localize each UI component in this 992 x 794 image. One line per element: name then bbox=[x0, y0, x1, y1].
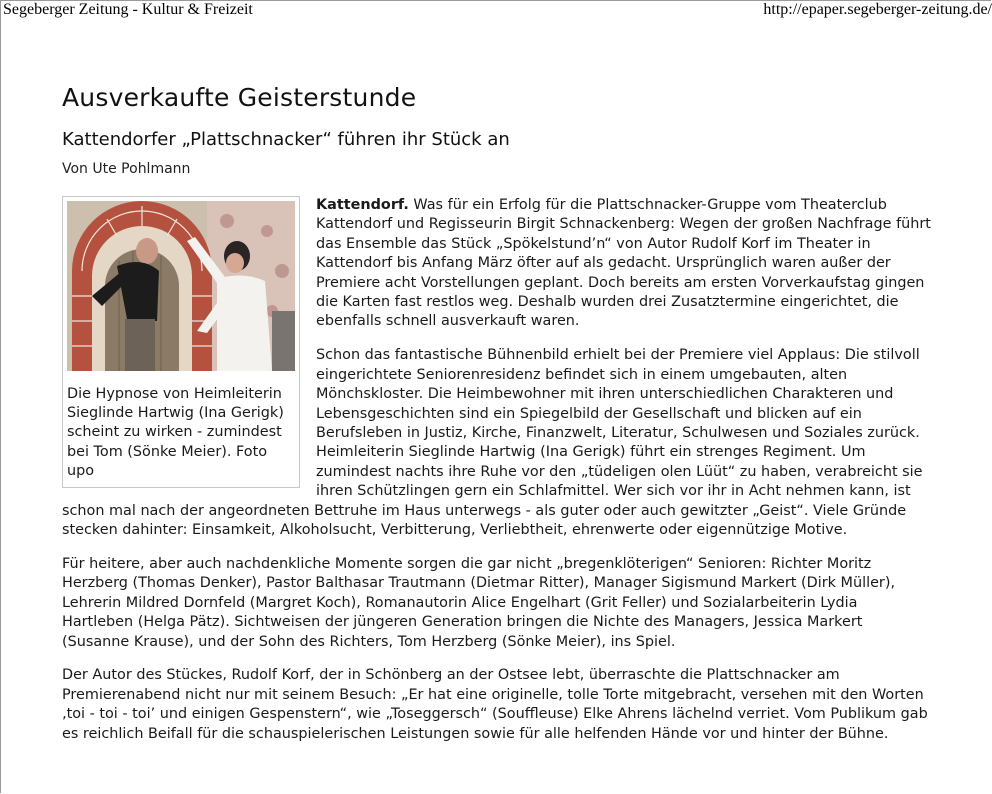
paragraph-1-text: Was für ein Erfolg für die Plattschnacker-Gruppe vom Theaterclub Kattendorf und Regisseurin Birgit Schnackenberg: Wegen der großen Nachfrage führt das Ensemble das Stück „Spökelstund’n“ von Autor Rudolf Korf im Theater in Kattendorf bis Anfang März öfter auf als gedacht. Ursprünglich waren außer der Premiere acht Vorstellungen geplant. Doch bereits am ersten Vorverkaufstag gingen die Karten fast restlos weg. Deshalb wurden drei Zusatztermine eingerichtet, die ebenfalls schnell ausverkauft waren. bbox=[316, 197, 931, 330]
headline: Ausverkaufte Geisterstunde bbox=[62, 83, 417, 112]
paragraph-4: Der Autor des Stückes, Rudolf Korf, der in Schönberg an der Ostsee lebt, überraschte die Plattschnacker am Premierenabend nicht nur mit seinem Besuch: „Er hat eine originelle, tolle Torte mitgebracht, versehen mit den Worten ‚toi - toi - toi’ und einigen Gespenstern“, wie „Toseggersch“ (Souffleuse) Elke Ahrens lächelnd verriet. Vom Publikum gab es reichlich Beifall für die schauspielerischen Leistungen sowie für alle helfenden Hände vor und hinter der Bühne. bbox=[62, 667, 928, 742]
paragraph-3: Für heitere, aber auch nachdenkliche Momente sorgen die gar nicht „bregenklöterigen“ Senioren: Richter Moritz Herzberg (Thomas Denker), Pastor Balthasar Trautmann (Dietmar Ritter), Manager Sigismund Markert (Dirk Müller), Lehrerin Mildred Dornfeld (Margret Koch), Romanautorin Alice Engelhart (Grit Feller) und Sozialarbeiterin Lydia Hartleben (Helga Pätz). Sichtweisen der jüngeren Generation bringen die Nichte des Managers, Jessica Markert (Susanne Krause), und der Sohn des Richters, Tom Herzberg (Sönke Meier), ins Spiel. bbox=[62, 555, 896, 650]
publication-title: Segeberger Zeitung - Kultur & Freizeit bbox=[3, 1, 253, 18]
subheadline: Kattendorfer „Plattschnacker“ führen ihr Stück an bbox=[62, 129, 510, 150]
paragraph-2: Schon das fantastische Bühnenbild erhielt bei der Premiere viel Applaus: Die stilvoll eingerichtete Seniorenresidenz befindet sich in einem umgebauten, alten Mönchskloster. Die Heimbewohner mit ihren unterschiedlichen Charakteren und Lebensgeschichten sind ein Spiegelbild der Gesellschaft und blicken auf ein Berufsleben in Justiz, Kirche, Finanzwelt, Literatur, Schulwesen und Soziales zurück. Heimleiterin Sieglinde Hartwig (Ina Gerigk) führt ein strenges Regiment. Um zumindest nachts ihre Ruhe vor den „tüdeligen olen Lüüt“ zu haben, verabreicht sie ihren Schützlingen gern ein Schlafmittel. Wer sich vor ihr in Acht nehmen kann, ist schon mal nach der angeordneten Bettruhe im Haus unterwegs - als guter oder auch gewitzter „Geist“. Viele Gründe stecken dahinter: Einsamkeit, Alkoholsucht, Verbitterung, Verliebtheit, ehrenwerte oder eigennützige Motive. bbox=[62, 347, 923, 538]
article bbox=[62, 82, 932, 759]
article-body bbox=[62, 196, 932, 744]
photo-figure bbox=[62, 196, 300, 488]
source-url: http://epaper.segeberger-zeitung.de/ bbox=[763, 1, 992, 18]
theater-photo bbox=[67, 201, 295, 371]
photo-caption: Die Hypnose von Heimleiterin Sieglinde Hartwig (Ina Gerigk) scheint zu wirken - zumindest bei Tom (Sönke Meier). Foto upo bbox=[67, 386, 284, 479]
dateline: Kattendorf. bbox=[316, 197, 409, 213]
byline: Von Ute Pohlmann bbox=[62, 161, 191, 177]
